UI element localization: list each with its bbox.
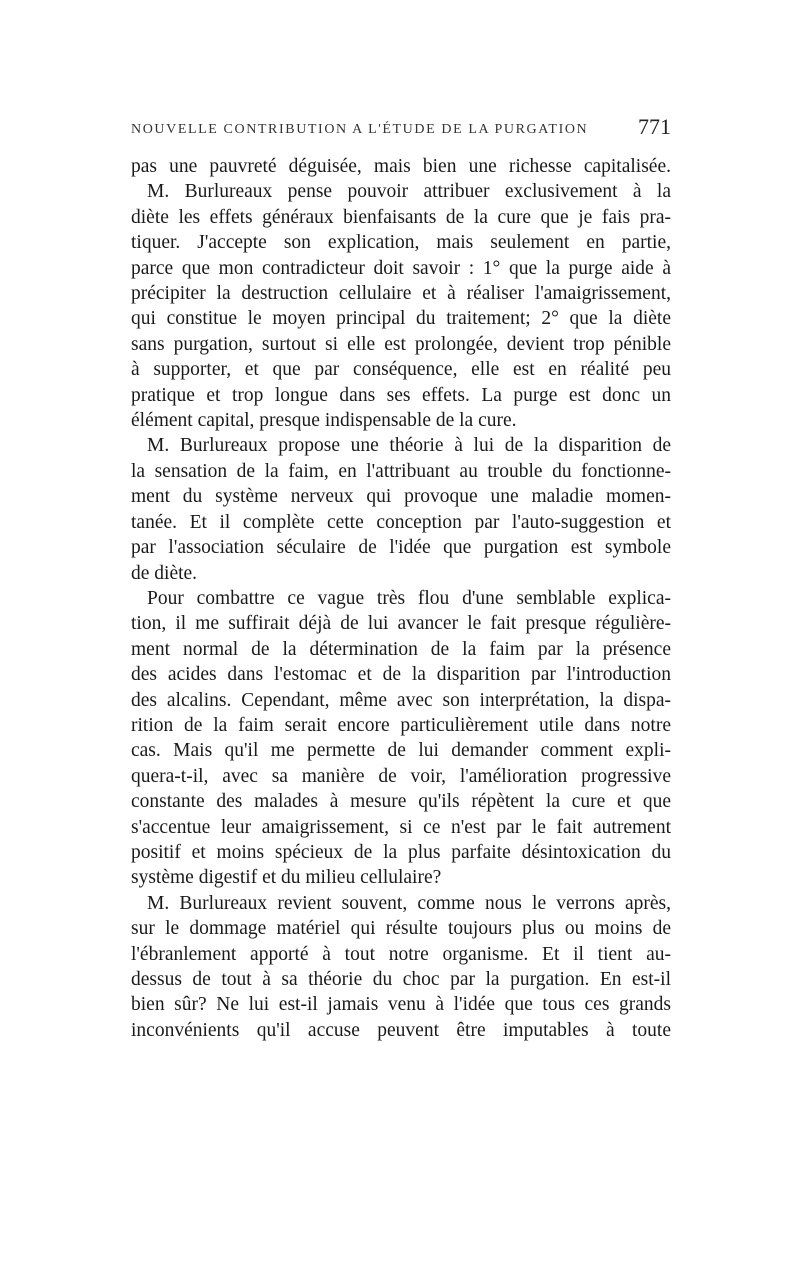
running-head bbox=[131, 114, 671, 144]
text-line: système digestif et du milieu cellulaire? bbox=[131, 867, 442, 889]
text-line: la sensation de la faim, en l'attribuant au trouble du fonctionne- bbox=[131, 460, 671, 482]
text-line: ment du système nerveux qui provoque une maladie momen- bbox=[131, 486, 671, 508]
text-line: M. Burlureaux pense pouvoir attribuer exclusivement à la bbox=[147, 181, 671, 203]
text-line: M. Burlureaux revient souvent, comme nous le verrons après, bbox=[147, 892, 671, 914]
text-line: inconvénients qu'il accuse peuvent être imputables à toute bbox=[131, 1019, 671, 1041]
text-line: précipiter la destruction cellulaire et à réaliser l'amaigrissement, bbox=[131, 283, 671, 305]
text-line: pas une pauvreté déguisée, mais bien une richesse capitalisée. bbox=[131, 156, 671, 177]
text-line: élément capital, presque indispensable de la cure. bbox=[131, 410, 517, 432]
text-line: parce que mon contradicteur doit savoir : 1° que la purge aide à bbox=[131, 257, 671, 279]
text-line: sur le dommage matériel qui résulte toujours plus ou moins de bbox=[131, 918, 671, 940]
text-line: bien sûr? Ne lui est-il jamais venu à l'idée que tous ces grands bbox=[131, 994, 671, 1016]
text-line: à supporter, et que par conséquence, elle est en réalité peu bbox=[131, 359, 671, 381]
text-line: tiquer. J'accepte son explication, mais seulement en partie, bbox=[131, 232, 671, 254]
text-line: Pour combattre ce vague très flou d'une semblable explica- bbox=[147, 587, 671, 609]
text-line: s'accentue leur amaigrissement, si ce n'est par le fait autrement bbox=[131, 816, 671, 838]
text-line: positif et moins spécieux de la plus parfaite désintoxication du bbox=[131, 841, 671, 863]
text-line: quera-t-il, avec sa manière de voir, l'amélioration progressive bbox=[131, 765, 671, 787]
text-line: qui constitue le moyen principal du traitement; 2° que la diète bbox=[131, 308, 671, 330]
text-line: tion, il me suffirait déjà de lui avancer le fait presque régulière- bbox=[131, 613, 671, 635]
book-page bbox=[131, 114, 671, 1043]
text-line: diète les effets généraux bienfaisants de la cure que je fais pra- bbox=[131, 206, 671, 228]
text-line: dessus de tout à sa théorie du choc par la purgation. En est-il bbox=[131, 969, 671, 990]
page-number: 771 bbox=[638, 114, 671, 139]
text-line: constante des malades à mesure qu'ils répètent la cure et que bbox=[131, 791, 671, 813]
text-line: des acides dans l'estomac et de la disparition par l'introduction bbox=[131, 664, 671, 686]
text-line: l'ébranlement apporté à tout notre organisme. Et il tient au- bbox=[131, 943, 671, 965]
text-line: cas. Mais qu'il me permette de lui demander comment expli- bbox=[131, 740, 671, 762]
text-line: pratique et trop longue dans ses effets. La purge est donc un bbox=[131, 384, 671, 406]
text-line: M. Burlureaux propose une théorie à lui de la disparition de bbox=[147, 435, 671, 457]
running-title: NOUVELLE CONTRIBUTION A L'ÉTUDE DE LA PURGATION bbox=[131, 122, 589, 137]
text-line: des alcalins. Cependant, même avec son interprétation, la dispa- bbox=[131, 689, 671, 711]
text-line: ment normal de la détermination de la faim par la présence bbox=[131, 638, 671, 660]
text-line: de diète. bbox=[131, 562, 198, 584]
text-line: par l'association séculaire de l'idée que purgation est symbole bbox=[131, 537, 671, 559]
text-line: tanée. Et il complète cette conception par l'auto-suggestion et bbox=[131, 511, 671, 533]
text-line: rition de la faim serait encore particulièrement utile dans notre bbox=[131, 714, 671, 736]
body-text bbox=[131, 154, 671, 1043]
text-line: sans purgation, surtout si elle est prolongée, devient trop pénible bbox=[131, 333, 671, 355]
